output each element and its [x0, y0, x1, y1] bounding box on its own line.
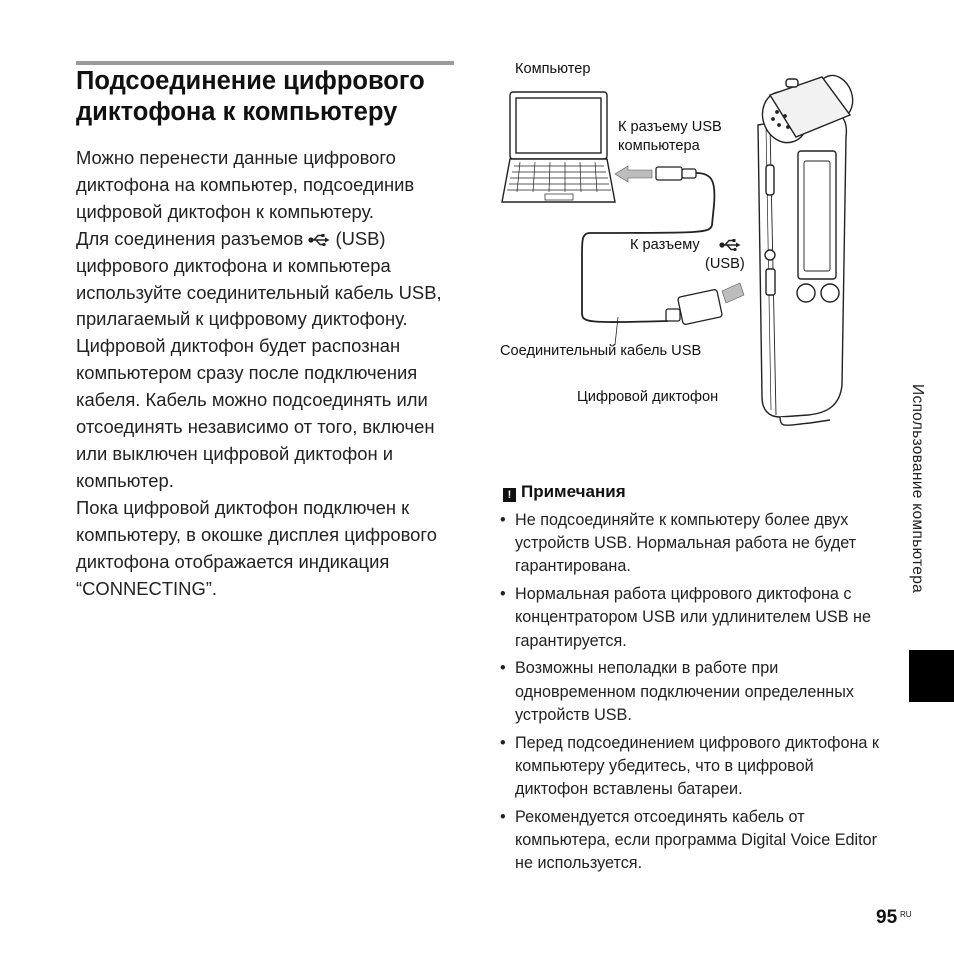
usb-icon: [308, 233, 330, 247]
notes-heading-text: Примечания: [521, 482, 626, 501]
laptop-illustration: [502, 92, 615, 202]
arrow-to-computer-icon: [615, 166, 652, 182]
arrow-to-recorder-icon: [722, 283, 744, 303]
note-item: • Рекомендуется отсоединять кабель от компьютера, если программа Digital Voice Editor не используется.: [497, 806, 882, 876]
page-number: 95: [876, 907, 898, 928]
paragraph-4: Пока цифровой диктофон подключен к компьютеру, в окошке дисплея цифрового диктофона отображается индикация “CONNECTING”.: [76, 496, 437, 599]
label-cable: Соединительный кабель USB: [500, 343, 702, 359]
section-side-tab: Использование компьютера: [909, 384, 926, 594]
paragraph-3: Цифровой диктофон будет распознан компьютером сразу после подключения кабеля. Кабель можно подсоединять или отсоединять независимо от того, включен или выключен цифровой диктофон и компьютер.: [76, 335, 435, 491]
note-item: • Не подсоединяйте к компьютеру более двух устройств USB. Нормальная работа не будет гарантирована.: [497, 509, 882, 579]
label-computer: Компьютер: [515, 61, 591, 77]
title-line-2: диктофона к компьютеру: [76, 98, 398, 126]
label-rec-usb-2: (USB): [705, 256, 745, 272]
label-pc-usb-2: компьютера: [618, 138, 700, 154]
label-rec-usb-1: К разъему: [630, 237, 700, 253]
page-language: RU: [900, 910, 912, 919]
paragraph-2-start: Для соединения разъемов: [76, 227, 304, 249]
notes-list: [497, 509, 882, 880]
body-text: [76, 145, 461, 602]
usb-plug-recorder: [666, 289, 722, 325]
page-title: [76, 66, 476, 128]
notes-heading: [503, 482, 626, 502]
connection-diagram: [490, 55, 890, 455]
label-recorder: Цифровой диктофон: [577, 389, 719, 405]
usb-label-icon: [718, 238, 742, 252]
paragraph-2-end: (USB) цифрового диктофона и компьютера используйте соединительный кабель USB, прилагаемый к цифровому диктофону.: [76, 227, 442, 330]
note-item: • Нормальная работа цифрового диктофона с концентратором USB или удлинителем USB не гарантируется.: [497, 583, 882, 653]
note-item: • Возможны неполадки в работе при одновременном подключении определенных устройств USB.: [497, 657, 882, 727]
title-line-1: Подсоединение цифрового: [76, 67, 425, 95]
note-item: • Перед подсоединением цифрового диктофона к компьютеру убедитесь, что в цифровой диктофон вставлены батареи.: [497, 732, 882, 802]
recorder-illustration: [758, 113, 846, 425]
label-pc-usb-1: К разъему USB: [618, 119, 722, 135]
note-icon: !: [503, 488, 516, 502]
paragraph-1: Можно перенести данные цифрового диктофона на компьютер, подсоединив цифровой диктофон к компьютеру.: [76, 147, 415, 222]
paragraph-2: [76, 226, 461, 334]
usb-plug-pc: [656, 167, 696, 180]
section-marker: [909, 650, 954, 702]
title-rule: [76, 61, 454, 65]
